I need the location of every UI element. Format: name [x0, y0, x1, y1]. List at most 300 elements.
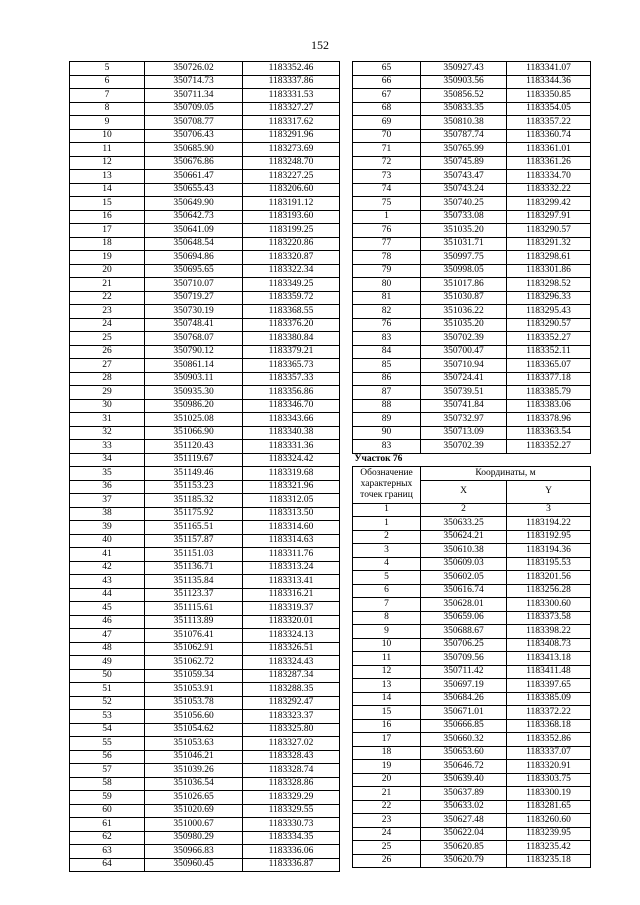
y-coordinate-cell: 1183397.65: [507, 679, 591, 693]
y-coordinate-cell: 1183313.41: [243, 575, 340, 589]
x-coordinate-cell: 350659.06: [421, 611, 507, 625]
x-coordinate-cell: 350700.47: [421, 345, 507, 359]
x-coordinate-cell: 350743.24: [421, 183, 507, 197]
point-number-cell: 3: [353, 544, 421, 558]
y-coordinate-cell: 1183303.75: [507, 773, 591, 787]
point-number-cell: 12: [353, 665, 421, 679]
point-number-cell: 37: [70, 494, 145, 508]
point-number-cell: 16: [353, 719, 421, 733]
y-coordinate-cell: 1183328.74: [243, 764, 340, 778]
y-coordinate-cell: 1183354.05: [507, 102, 591, 116]
table-row: [70, 386, 340, 400]
point-number-cell: 16: [70, 210, 145, 224]
x-coordinate-cell: 350740.25: [421, 197, 507, 211]
table-row: [353, 62, 591, 76]
header-row-1: [353, 467, 591, 481]
x-coordinate-cell: 351036.54: [145, 777, 243, 791]
x-coordinate-cell: 351053.78: [145, 696, 243, 710]
y-coordinate-cell: 1183260.60: [507, 814, 591, 828]
table-row: [70, 156, 340, 170]
point-number-cell: 67: [353, 89, 421, 103]
x-coordinate-cell: 350661.47: [145, 170, 243, 184]
y-coordinate-cell: 1183194.36: [507, 544, 591, 558]
x-coordinate-cell: 351020.69: [145, 804, 243, 818]
x-coordinate-cell: 350748.41: [145, 318, 243, 332]
y-coordinate-cell: 1183365.07: [507, 359, 591, 373]
x-coordinate-cell: 350697.19: [421, 679, 507, 693]
point-number-cell: 90: [353, 426, 421, 440]
table-row: [70, 251, 340, 265]
x-coordinate-cell: 351025.08: [145, 413, 243, 427]
x-coordinate-cell: 351185.32: [145, 494, 243, 508]
y-coordinate-cell: 1183336.87: [243, 858, 340, 872]
point-number-cell: 11: [70, 143, 145, 157]
point-number-cell: 1: [353, 210, 421, 224]
x-coordinate-cell: 350706.43: [145, 129, 243, 143]
y-coordinate-cell: 1183373.58: [507, 611, 591, 625]
table-row: [70, 683, 340, 697]
x-coordinate-cell: 350998.05: [421, 264, 507, 278]
x-coordinate-cell: 351076.41: [145, 629, 243, 643]
table-row: [353, 733, 591, 747]
table-row: [70, 777, 340, 791]
y-coordinate-cell: 1183324.13: [243, 629, 340, 643]
x-coordinate-cell: 351135.84: [145, 575, 243, 589]
y-coordinate-cell: 1183326.51: [243, 642, 340, 656]
table-row: [353, 827, 591, 841]
table-row: [353, 210, 591, 224]
y-coordinate-cell: 1183235.18: [507, 854, 591, 868]
point-number-cell: 74: [353, 183, 421, 197]
x-coordinate-cell: 350620.79: [421, 854, 507, 868]
x-coordinate-cell: 350616.74: [421, 584, 507, 598]
x-coordinate-cell: 350903.11: [145, 372, 243, 386]
table-row: [70, 588, 340, 602]
y-coordinate-cell: 1183346.70: [243, 399, 340, 413]
y-coordinate-cell: 1183194.22: [507, 517, 591, 531]
table-row: [353, 679, 591, 693]
x-coordinate-cell: 350730.19: [145, 305, 243, 319]
y-coordinate-cell: 1183378.96: [507, 413, 591, 427]
table-row: [70, 170, 340, 184]
x-coordinate-cell: 351039.26: [145, 764, 243, 778]
x-coordinate-cell: 350732.97: [421, 413, 507, 427]
x-coordinate-cell: 350711.42: [421, 665, 507, 679]
table-row: [353, 332, 591, 346]
table-row: [353, 251, 591, 265]
y-coordinate-cell: 1183298.61: [507, 251, 591, 265]
point-number-cell: 1: [353, 517, 421, 531]
y-coordinate-cell: 1183321.96: [243, 480, 340, 494]
table-row: [353, 278, 591, 292]
point-number-cell: 53: [70, 710, 145, 724]
table-row: [70, 291, 340, 305]
y-coordinate-cell: 1183380.84: [243, 332, 340, 346]
x-coordinate-cell: 350688.67: [421, 625, 507, 639]
table-row: [70, 278, 340, 292]
y-coordinate-cell: 1183300.60: [507, 598, 591, 612]
x-coordinate-cell: 350624.21: [421, 530, 507, 544]
y-coordinate-cell: 1183329.29: [243, 791, 340, 805]
x-coordinate-cell: 350966.83: [145, 845, 243, 859]
x-coordinate-cell: 350724.41: [421, 372, 507, 386]
table-row: [353, 692, 591, 706]
x-coordinate-cell: 350711.34: [145, 89, 243, 103]
x-coordinate-cell: 351157.87: [145, 534, 243, 548]
table-row: [353, 143, 591, 157]
x-coordinate-cell: 350714.73: [145, 75, 243, 89]
table-row: [353, 638, 591, 652]
x-coordinate-cell: 351017.86: [421, 278, 507, 292]
y-coordinate-cell: 1183295.43: [507, 305, 591, 319]
point-number-cell: 24: [70, 318, 145, 332]
point-number-cell: 81: [353, 291, 421, 305]
point-number-cell: 58: [70, 777, 145, 791]
table-row: [353, 760, 591, 774]
point-number-cell: 4: [353, 557, 421, 571]
x-coordinate-cell: 350695.65: [145, 264, 243, 278]
point-number-cell: 47: [70, 629, 145, 643]
table-row: [353, 305, 591, 319]
point-number-cell: 11: [353, 652, 421, 666]
table-row: [353, 89, 591, 103]
y-coordinate-cell: 1183411.48: [507, 665, 591, 679]
table-row: [70, 548, 340, 562]
table-row: [70, 305, 340, 319]
x-coordinate-cell: 350628.01: [421, 598, 507, 612]
x-coordinate-cell: 351136.71: [145, 561, 243, 575]
point-number-cell: 6: [70, 75, 145, 89]
y-coordinate-cell: 1183313.24: [243, 561, 340, 575]
table-row: [70, 723, 340, 737]
x-coordinate-cell: 351026.65: [145, 791, 243, 805]
y-coordinate-cell: 1183352.27: [507, 332, 591, 346]
point-number-cell: 10: [353, 638, 421, 652]
point-number-cell: 34: [70, 453, 145, 467]
x-coordinate-cell: 351036.22: [421, 305, 507, 319]
section-title: Участок 76: [354, 454, 403, 465]
y-coordinate-cell: 1183256.28: [507, 584, 591, 598]
y-coordinate-cell: 1183361.26: [507, 156, 591, 170]
x-coordinate-cell: 350642.73: [145, 210, 243, 224]
x-coordinate-cell: 351035.20: [421, 224, 507, 238]
y-coordinate-cell: 1183372.22: [507, 706, 591, 720]
y-coordinate-cell: 1183334.70: [507, 170, 591, 184]
point-number-cell: 86: [353, 372, 421, 386]
table-row: [70, 521, 340, 535]
y-coordinate-cell: 1183352.86: [507, 733, 591, 747]
y-coordinate-cell: 1183330.73: [243, 818, 340, 832]
table-row: [353, 665, 591, 679]
point-number-cell: 14: [70, 183, 145, 197]
point-number-cell: 43: [70, 575, 145, 589]
table-row: [353, 399, 591, 413]
y-coordinate-cell: 1183192.95: [507, 530, 591, 544]
x-coordinate-cell: 351151.03: [145, 548, 243, 562]
x-coordinate-cell: 350861.14: [145, 359, 243, 373]
y-coordinate-cell: 1183385.79: [507, 386, 591, 400]
table-row: [353, 345, 591, 359]
x-coordinate-cell: 350741.84: [421, 399, 507, 413]
point-number-cell: 33: [70, 440, 145, 454]
x-coordinate-cell: 351030.87: [421, 291, 507, 305]
x-coordinate-cell: 351120.43: [145, 440, 243, 454]
x-coordinate-cell: 350709.56: [421, 652, 507, 666]
point-number-cell: 25: [70, 332, 145, 346]
table-row: [70, 129, 340, 143]
point-number-cell: 52: [70, 696, 145, 710]
table-row: [70, 669, 340, 683]
point-number-cell: 5: [70, 62, 145, 76]
table-row: [70, 642, 340, 656]
table-row: [353, 291, 591, 305]
x-coordinate-cell: 351123.37: [145, 588, 243, 602]
x-coordinate-cell: 350708.77: [145, 116, 243, 130]
x-coordinate-cell: 351053.63: [145, 737, 243, 751]
x-coordinate-cell: 351062.72: [145, 656, 243, 670]
x-coordinate-cell: 350960.45: [145, 858, 243, 872]
table-row: [353, 787, 591, 801]
point-number-cell: 23: [353, 814, 421, 828]
x-coordinate-cell: 350610.38: [421, 544, 507, 558]
y-coordinate-cell: 1183376.20: [243, 318, 340, 332]
x-coordinate-cell: 350745.89: [421, 156, 507, 170]
y-coordinate-cell: 1183323.37: [243, 710, 340, 724]
table-row: [353, 170, 591, 184]
y-coordinate-cell: 1183290.57: [507, 224, 591, 238]
y-coordinate-cell: 1183290.57: [507, 318, 591, 332]
table-row: [70, 413, 340, 427]
y-coordinate-cell: 1183273.69: [243, 143, 340, 157]
point-number-cell: 46: [70, 615, 145, 629]
point-number-cell: 50: [70, 669, 145, 683]
point-number-cell: 20: [353, 773, 421, 787]
point-number-cell: 22: [70, 291, 145, 305]
x-coordinate-cell: 351053.91: [145, 683, 243, 697]
point-number-cell: 31: [70, 413, 145, 427]
y-coordinate-cell: 1183361.01: [507, 143, 591, 157]
x-coordinate-cell: 350627.48: [421, 814, 507, 828]
point-number-cell: 17: [353, 733, 421, 747]
x-coordinate-cell: 350676.86: [145, 156, 243, 170]
x-coordinate-cell: 350660.32: [421, 733, 507, 747]
table-row: [70, 453, 340, 467]
point-number-cell: 30: [70, 399, 145, 413]
y-coordinate-cell: 1183408.73: [507, 638, 591, 652]
point-number-cell: 87: [353, 386, 421, 400]
table-row: [70, 615, 340, 629]
x-coordinate-cell: 350602.05: [421, 571, 507, 585]
table-row: [70, 210, 340, 224]
section-title-row: [353, 453, 591, 467]
y-coordinate-cell: 1183337.07: [507, 746, 591, 760]
table-row: [70, 224, 340, 238]
y-coordinate-cell: 1183314.60: [243, 521, 340, 535]
y-coordinate-cell: 1183206.60: [243, 183, 340, 197]
table-row: [70, 372, 340, 386]
y-coordinate-cell: 1183352.46: [243, 62, 340, 76]
y-coordinate-cell: 1183360.74: [507, 129, 591, 143]
y-coordinate-cell: 1183365.73: [243, 359, 340, 373]
x-coordinate-cell: 350649.90: [145, 197, 243, 211]
point-number-cell: 26: [70, 345, 145, 359]
table-row: [70, 534, 340, 548]
table-row: [70, 575, 340, 589]
y-coordinate-cell: 1183239.95: [507, 827, 591, 841]
table-row: [353, 116, 591, 130]
y-coordinate-cell: 1183301.86: [507, 264, 591, 278]
point-number-cell: 26: [353, 854, 421, 868]
point-number-cell: 83: [353, 332, 421, 346]
x-coordinate-cell: 350856.52: [421, 89, 507, 103]
table-row: [70, 561, 340, 575]
y-coordinate-cell: 1183357.22: [507, 116, 591, 130]
header-num-3: 3: [507, 503, 591, 517]
table-row: [70, 629, 340, 643]
y-coordinate-cell: 1183235.42: [507, 841, 591, 855]
point-number-cell: 42: [70, 561, 145, 575]
y-coordinate-cell: 1183398.22: [507, 625, 591, 639]
y-coordinate-cell: 1183328.86: [243, 777, 340, 791]
x-coordinate-cell: 350787.74: [421, 129, 507, 143]
point-number-cell: 55: [70, 737, 145, 751]
y-coordinate-cell: 1183193.60: [243, 210, 340, 224]
y-coordinate-cell: 1183357.33: [243, 372, 340, 386]
x-coordinate-cell: 350694.86: [145, 251, 243, 265]
point-number-cell: 72: [353, 156, 421, 170]
x-coordinate-cell: 350648.54: [145, 237, 243, 251]
header-y: Y: [507, 480, 591, 503]
table-row: [353, 264, 591, 278]
y-coordinate-cell: 1183341.07: [507, 62, 591, 76]
table-row: [353, 571, 591, 585]
table-row: [353, 719, 591, 733]
x-coordinate-cell: 350833.35: [421, 102, 507, 116]
table-row: [353, 197, 591, 211]
y-coordinate-cell: 1183352.11: [507, 345, 591, 359]
y-coordinate-cell: 1183248.70: [243, 156, 340, 170]
x-coordinate-cell: 351165.51: [145, 521, 243, 535]
y-coordinate-cell: 1183296.33: [507, 291, 591, 305]
table-row: [353, 544, 591, 558]
point-number-cell: 51: [70, 683, 145, 697]
y-coordinate-cell: 1183311.76: [243, 548, 340, 562]
x-coordinate-cell: 350810.38: [421, 116, 507, 130]
table-row: [353, 854, 591, 868]
point-number-cell: 18: [70, 237, 145, 251]
point-number-cell: 40: [70, 534, 145, 548]
x-coordinate-cell: 351115.61: [145, 602, 243, 616]
table-row: [70, 143, 340, 157]
y-coordinate-cell: 1183320.91: [507, 760, 591, 774]
y-coordinate-cell: 1183281.65: [507, 800, 591, 814]
point-number-cell: 89: [353, 413, 421, 427]
y-coordinate-cell: 1183337.86: [243, 75, 340, 89]
x-coordinate-cell: 350710.07: [145, 278, 243, 292]
table-row: [70, 102, 340, 116]
x-coordinate-cell: 350997.75: [421, 251, 507, 265]
y-coordinate-cell: 1183340.38: [243, 426, 340, 440]
x-coordinate-cell: 351175.92: [145, 507, 243, 521]
point-number-cell: 13: [353, 679, 421, 693]
x-coordinate-cell: 351153.23: [145, 480, 243, 494]
table-row: [70, 845, 340, 859]
point-number-cell: 61: [70, 818, 145, 832]
point-number-cell: 9: [70, 116, 145, 130]
x-coordinate-cell: 351056.60: [145, 710, 243, 724]
y-coordinate-cell: 1183320.87: [243, 251, 340, 265]
x-coordinate-cell: 350713.09: [421, 426, 507, 440]
x-coordinate-cell: 350702.39: [421, 440, 507, 454]
y-coordinate-cell: 1183331.53: [243, 89, 340, 103]
table-row: [353, 517, 591, 531]
y-coordinate-cell: 1183343.66: [243, 413, 340, 427]
y-coordinate-cell: 1183291.32: [507, 237, 591, 251]
table-row: [353, 557, 591, 571]
table-row: [353, 156, 591, 170]
x-coordinate-cell: 350709.05: [145, 102, 243, 116]
y-coordinate-cell: 1183287.34: [243, 669, 340, 683]
table-row: [70, 89, 340, 103]
point-number-cell: 18: [353, 746, 421, 760]
y-coordinate-cell: 1183336.06: [243, 845, 340, 859]
point-number-cell: 21: [353, 787, 421, 801]
table-row: [70, 62, 340, 76]
table-row: [353, 318, 591, 332]
table-row: [353, 75, 591, 89]
point-number-cell: 83: [353, 440, 421, 454]
point-number-cell: 75: [353, 197, 421, 211]
point-number-cell: 36: [70, 480, 145, 494]
y-coordinate-cell: 1183385.09: [507, 692, 591, 706]
point-number-cell: 8: [70, 102, 145, 116]
y-coordinate-cell: 1183199.25: [243, 224, 340, 238]
point-number-cell: 28: [70, 372, 145, 386]
header-coordinates: Координаты, м: [421, 467, 591, 481]
x-coordinate-cell: 351119.67: [145, 453, 243, 467]
table-row: [353, 625, 591, 639]
point-number-cell: 88: [353, 399, 421, 413]
table-row: [353, 102, 591, 116]
point-number-cell: 48: [70, 642, 145, 656]
y-coordinate-cell: 1183291.96: [243, 129, 340, 143]
point-number-cell: 15: [70, 197, 145, 211]
table-row: [70, 750, 340, 764]
coordinates-table-right: [352, 61, 591, 868]
point-number-cell: 7: [70, 89, 145, 103]
y-coordinate-cell: 1183379.21: [243, 345, 340, 359]
y-coordinate-cell: 1183317.62: [243, 116, 340, 130]
y-coordinate-cell: 1183344.36: [507, 75, 591, 89]
table-row: [70, 359, 340, 373]
table-row: [70, 237, 340, 251]
y-coordinate-cell: 1183324.42: [243, 453, 340, 467]
point-number-cell: 41: [70, 548, 145, 562]
y-coordinate-cell: 1183363.54: [507, 426, 591, 440]
y-coordinate-cell: 1183325.80: [243, 723, 340, 737]
y-coordinate-cell: 1183319.68: [243, 467, 340, 481]
table-row: [353, 800, 591, 814]
y-coordinate-cell: 1183298.52: [507, 278, 591, 292]
table-row: [70, 804, 340, 818]
x-coordinate-cell: 350743.47: [421, 170, 507, 184]
x-coordinate-cell: 350935.30: [145, 386, 243, 400]
y-coordinate-cell: 1183327.27: [243, 102, 340, 116]
point-number-cell: 77: [353, 237, 421, 251]
point-number-cell: 15: [353, 706, 421, 720]
x-coordinate-cell: 351066.90: [145, 426, 243, 440]
point-number-cell: 62: [70, 831, 145, 845]
